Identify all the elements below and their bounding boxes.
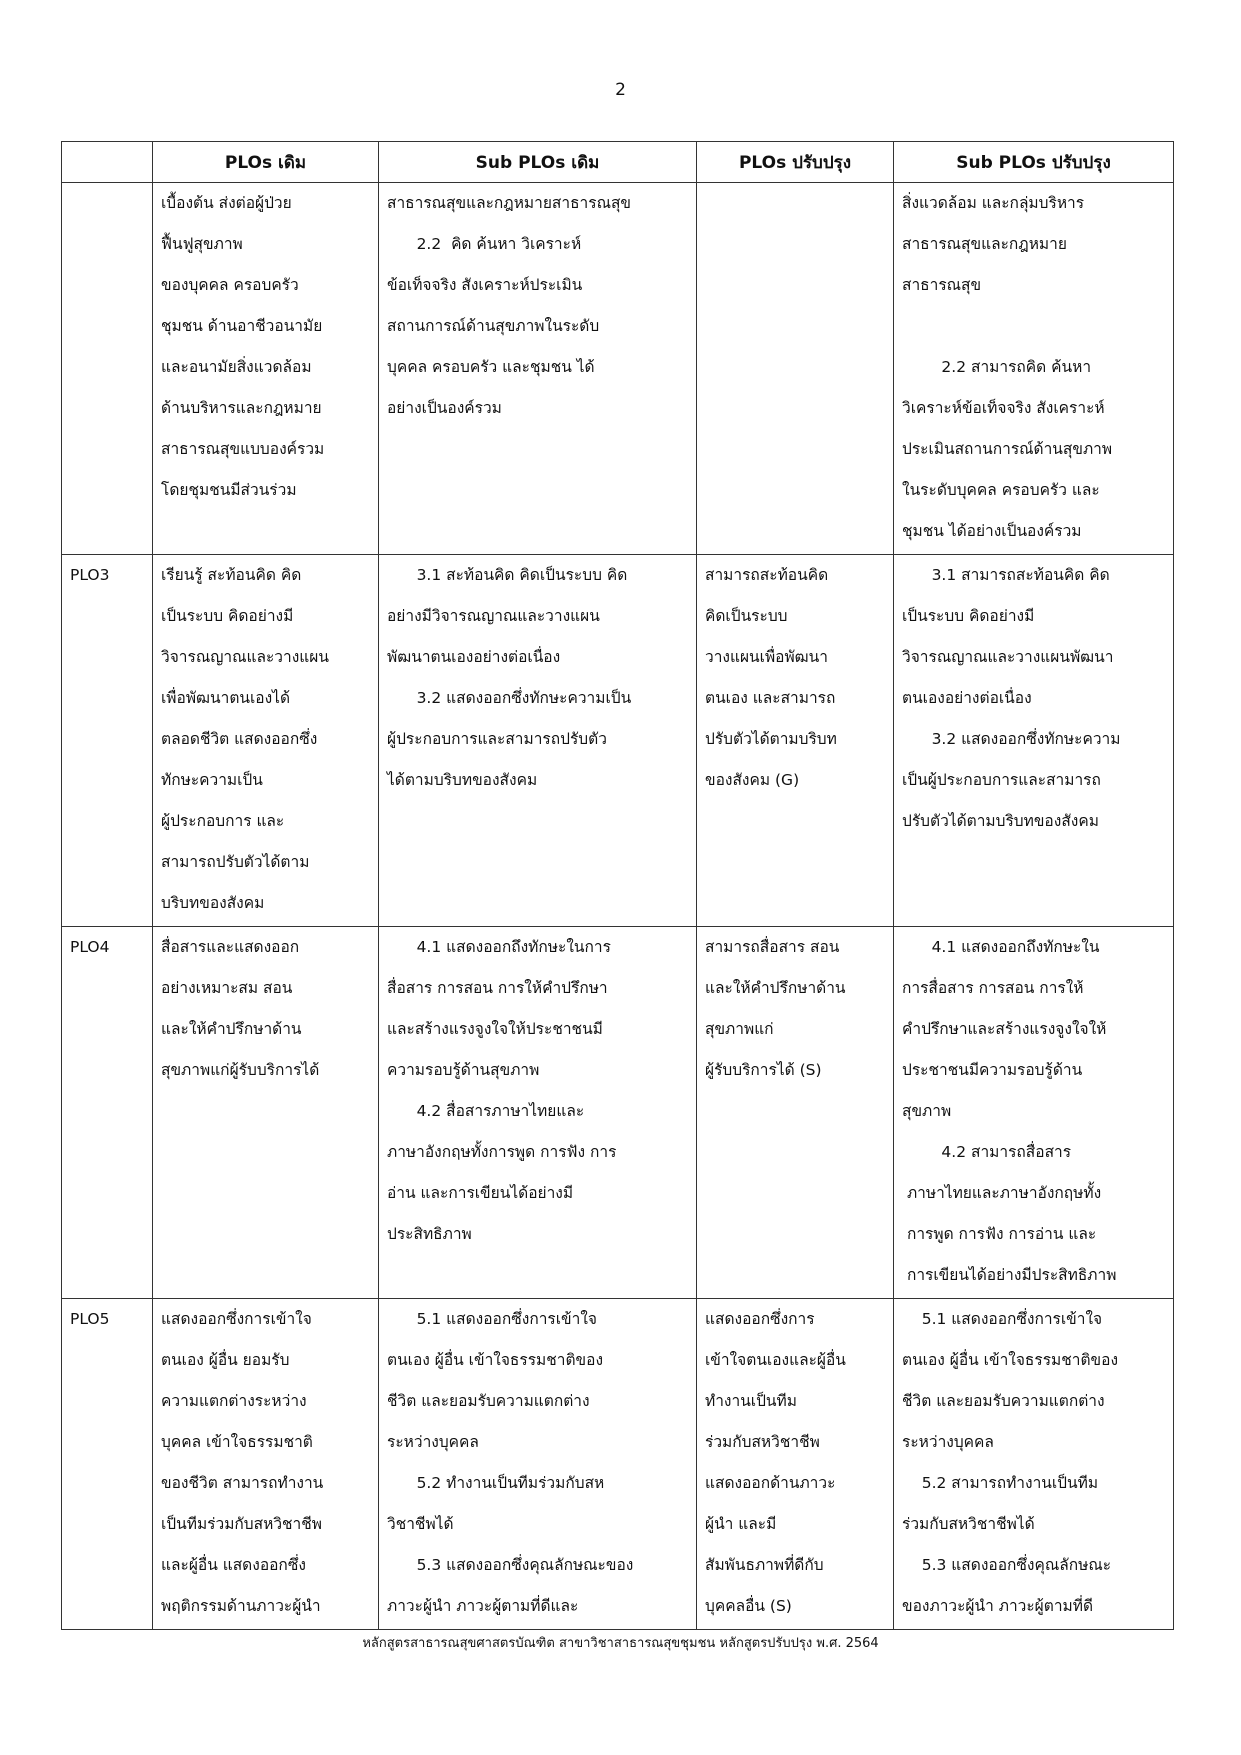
cell-id bbox=[62, 927, 153, 1299]
cell-line: ตนเอง และสามารถ bbox=[705, 689, 836, 707]
cell-line: 3.1 สามารถสะท้อนคิด คิด bbox=[902, 566, 1110, 584]
cell-sub-new bbox=[894, 1299, 1174, 1630]
cell-line: วิจารณญาณและวางแผนพัฒนา bbox=[902, 648, 1114, 666]
cell-line: ข้อเท็จจริง สังเคราะห์ประเมิน bbox=[387, 276, 583, 294]
cell-line: 4.1 แสดงออกถึงทักษะในการ bbox=[387, 938, 611, 956]
cell-line: ภาษาไทยและภาษาอังกฤษทั้ง bbox=[902, 1184, 1102, 1202]
cell-line: เพื่อพัฒนาตนเองได้ bbox=[161, 689, 291, 707]
cell-sub-old bbox=[379, 1299, 697, 1630]
cell-plo-old bbox=[153, 927, 379, 1299]
header-plo-old: PLOs เดิม bbox=[153, 142, 379, 183]
cell-line: สาธารณสุข bbox=[902, 276, 982, 294]
cell-line: ทักษะความเป็น bbox=[161, 771, 263, 789]
cell-line: อย่างเหมาะสม สอน bbox=[161, 979, 293, 997]
cell-line: 3.1 สะท้อนคิด คิดเป็นระบบ คิด bbox=[387, 566, 628, 584]
cell-line: สุขภาพแก่ผู้รับบริการได้ bbox=[161, 1061, 320, 1079]
cell-plo-new bbox=[697, 1299, 894, 1630]
cell-line: แสดงออกด้านภาวะ bbox=[705, 1474, 836, 1492]
table-row bbox=[62, 555, 1174, 927]
cell-line: ตนเอง ผู้อื่น ยอมรับ bbox=[161, 1351, 290, 1369]
cell-line: ชีวิต และยอมรับความแตกต่าง bbox=[387, 1392, 590, 1410]
cell-line: บุคคล เข้าใจธรรมชาติ bbox=[161, 1433, 313, 1451]
cell-line: ตนเองอย่างต่อเนื่อง bbox=[902, 689, 1032, 707]
cell-line: สามารถสะท้อนคิด bbox=[705, 566, 829, 584]
cell-line: วางแผนเพื่อพัฒนา bbox=[705, 648, 828, 666]
cell-plo-new bbox=[697, 927, 894, 1299]
page-number: 2 bbox=[615, 80, 626, 100]
cell-line: ในระดับบุคคล ครอบครัว และ bbox=[902, 481, 1100, 499]
cell-line: สาธารณสุขแบบองค์รวม bbox=[161, 440, 325, 458]
cell-line: คำปรึกษาและสร้างแรงจูงใจให้ bbox=[902, 1020, 1107, 1038]
cell-line: และให้คำปรึกษาด้าน bbox=[161, 1020, 302, 1038]
cell-line: การสื่อสาร การสอน การให้ bbox=[902, 979, 1084, 997]
cell-line: บริบทของสังคม bbox=[161, 894, 265, 912]
cell-line: การเขียนได้อย่างมีประสิทธิภาพ bbox=[902, 1266, 1117, 1284]
cell-line: 5.3 แสดงออกซึ่งคุณลักษณะ bbox=[902, 1556, 1112, 1574]
cell-sub-old bbox=[379, 927, 697, 1299]
cell-line: ปรับตัวได้ตามบริบทของสังคม bbox=[902, 812, 1099, 830]
cell-plo-new bbox=[697, 555, 894, 927]
cell-line: เบื้องต้น ส่งต่อผู้ป่วย bbox=[161, 194, 292, 212]
cell-line: เรียนรู้ สะท้อนคิด คิด bbox=[161, 566, 302, 584]
cell-line: เข้าใจตนเองและผู้อื่น bbox=[705, 1351, 846, 1369]
cell-line: 5.2 สามารถทำงานเป็นทีม bbox=[902, 1474, 1099, 1492]
cell-line: ของสังคม (G) bbox=[705, 771, 800, 789]
cell-line: ตนเอง ผู้อื่น เข้าใจธรรมชาติของ bbox=[902, 1351, 1119, 1369]
cell-sub-old bbox=[379, 555, 697, 927]
cell-sub-new bbox=[894, 927, 1174, 1299]
table-row bbox=[62, 1299, 1174, 1630]
row-id: PLO5 bbox=[70, 1310, 110, 1328]
cell-line: 5.3 แสดงออกซึ่งคุณลักษณะของ bbox=[387, 1556, 634, 1574]
cell-line: ประเมินสถานการณ์ด้านสุขภาพ bbox=[902, 440, 1113, 458]
cell-line: โดยชุมชนมีส่วนร่วม bbox=[161, 481, 297, 499]
cell-line: พฤติกรรมด้านภาวะผู้นำ bbox=[161, 1597, 321, 1615]
cell-line: ภาวะผู้นำ ภาวะผู้ตามที่ดีและ bbox=[387, 1597, 579, 1615]
cell-line: และให้คำปรึกษาด้าน bbox=[705, 979, 846, 997]
cell-plo-old bbox=[153, 555, 379, 927]
table-row bbox=[62, 927, 1174, 1299]
cell-line: เป็นผู้ประกอบการและสามารถ bbox=[902, 771, 1101, 789]
cell-line: ผู้รับบริการได้ (S) bbox=[705, 1061, 822, 1079]
cell-line: สามารถปรับตัวได้ตาม bbox=[161, 853, 310, 871]
cell-line: เป็นระบบ คิดอย่างมี bbox=[161, 607, 294, 625]
cell-id bbox=[62, 183, 153, 555]
cell-line: 5.1 แสดงออกซึ่งการเข้าใจ bbox=[387, 1310, 597, 1328]
cell-line: สื่อสารและแสดงออก bbox=[161, 938, 300, 956]
cell-line: สัมพันธภาพที่ดีกับ bbox=[705, 1556, 824, 1574]
cell-line: ของชีวิต สามารถทำงาน bbox=[161, 1474, 324, 1492]
cell-line: 3.2 แสดงออกซึ่งทักษะความ bbox=[902, 730, 1121, 748]
cell-line: ได้ตามบริบทของสังคม bbox=[387, 771, 538, 789]
cell-line: วิเคราะห์ข้อเท็จจริง สังเคราะห์ bbox=[902, 399, 1105, 417]
cell-sub-new bbox=[894, 555, 1174, 927]
cell-line: ของบุคคล ครอบครัว bbox=[161, 276, 299, 294]
cell-line: บุคคล ครอบครัว และชุมชน ได้ bbox=[387, 358, 595, 376]
cell-line: สิ่งแวดล้อม และกลุ่มบริหาร bbox=[902, 194, 1085, 212]
cell-plo-old bbox=[153, 1299, 379, 1630]
cell-line: คิดเป็นระบบ bbox=[705, 607, 788, 625]
cell-line: ของภาวะผู้นำ ภาวะผู้ตามที่ดี bbox=[902, 1597, 1094, 1615]
cell-line: ผู้ประกอบการ และ bbox=[161, 812, 285, 830]
cell-line: สามารถสื่อสาร สอน bbox=[705, 938, 840, 956]
cell-line: ประชาชนมีความรอบรู้ด้าน bbox=[902, 1061, 1083, 1079]
cell-line: 3.2 แสดงออกซึ่งทักษะความเป็น bbox=[387, 689, 632, 707]
table-body bbox=[62, 183, 1174, 1630]
cell-line: ชุมชน ได้อย่างเป็นองค์รวม bbox=[902, 522, 1082, 540]
cell-line: วิจารณญาณและวางแผน bbox=[161, 648, 329, 666]
cell-sub-old bbox=[379, 183, 697, 555]
cell-line: สุขภาพ bbox=[902, 1102, 952, 1120]
cell-line: และผู้อื่น แสดงออกซึ่ง bbox=[161, 1556, 306, 1574]
cell-line: ผู้ประกอบการและสามารถปรับตัว bbox=[387, 730, 607, 748]
cell-line: ตนเอง ผู้อื่น เข้าใจธรรมชาติของ bbox=[387, 1351, 604, 1369]
cell-line: ปรับตัวได้ตามบริบท bbox=[705, 730, 837, 748]
header-plo-new: PLOs ปรับปรุง bbox=[697, 142, 894, 183]
cell-line: ตลอดชีวิต แสดงออกซึ่ง bbox=[161, 730, 318, 748]
cell-line: ความรอบรู้ด้านสุขภาพ bbox=[387, 1061, 540, 1079]
cell-line: ฟื้นฟูสุขภาพ bbox=[161, 235, 243, 253]
cell-line: ชีวิต และยอมรับความแตกต่าง bbox=[902, 1392, 1105, 1410]
cell-line: 4.1 แสดงออกถึงทักษะใน bbox=[902, 938, 1100, 956]
cell-line: ระหว่างบุคคล bbox=[902, 1433, 994, 1451]
row-id: PLO3 bbox=[70, 566, 110, 584]
table-header-row bbox=[62, 142, 1174, 183]
cell-line: 5.1 แสดงออกซึ่งการเข้าใจ bbox=[902, 1310, 1103, 1328]
cell-line: พัฒนาตนเองอย่างต่อเนื่อง bbox=[387, 648, 561, 666]
cell-line: ความแตกต่างระหว่าง bbox=[161, 1392, 307, 1410]
row-id: PLO4 bbox=[70, 938, 110, 956]
cell-line: เป็นระบบ คิดอย่างมี bbox=[902, 607, 1035, 625]
cell-plo-old bbox=[153, 183, 379, 555]
page-footer: หลักสูตรสาธารณสุขศาสตรบัณฑิต สาขาวิชาสาธารณสุขชุมชน หลักสูตรปรับปรุง พ.ศ. 2564 bbox=[362, 1636, 879, 1651]
cell-line: 4.2 สามารถสื่อสาร bbox=[902, 1143, 1072, 1161]
header-sub-plo-old: Sub PLOs เดิม bbox=[379, 142, 697, 183]
cell-line: ชุมชน ด้านอาชีวอนามัย bbox=[161, 317, 323, 335]
cell-id bbox=[62, 555, 153, 927]
cell-line: วิชาชีพได้ bbox=[387, 1515, 454, 1533]
cell-line: สาธารณสุขและกฎหมายสาธารณสุข bbox=[387, 194, 632, 212]
cell-line: 2.2 คิด ค้นหา วิเคราะห์ bbox=[387, 235, 582, 253]
cell-plo-new bbox=[697, 183, 894, 555]
cell-line: 2.2 สามารถคิด ค้นหา bbox=[902, 358, 1092, 376]
cell-line: บุคคลอื่น (S) bbox=[705, 1597, 792, 1615]
cell-line: ด้านบริหารและกฎหมาย bbox=[161, 399, 322, 417]
cell-id bbox=[62, 1299, 153, 1630]
cell-sub-new bbox=[894, 183, 1174, 555]
header-id bbox=[62, 142, 153, 183]
cell-line: 4.2 สื่อสารภาษาไทยและ bbox=[387, 1102, 585, 1120]
cell-line: อย่างมีวิจารณญาณและวางแผน bbox=[387, 607, 600, 625]
table-row bbox=[62, 183, 1174, 555]
cell-line: ผู้นำ และมี bbox=[705, 1515, 777, 1533]
cell-line: เป็นทีมร่วมกับสหวิชาชีพ bbox=[161, 1515, 322, 1533]
cell-line: สาธารณสุขและกฎหมาย bbox=[902, 235, 1067, 253]
cell-line bbox=[902, 306, 1167, 347]
cell-line: ร่วมกับสหวิชาชีพ bbox=[705, 1433, 820, 1451]
cell-line: แสดงออกซึ่งการเข้าใจ bbox=[161, 1310, 312, 1328]
cell-line: แสดงออกซึ่งการ bbox=[705, 1310, 815, 1328]
cell-line: สถานการณ์ด้านสุขภาพในระดับ bbox=[387, 317, 600, 335]
cell-line: อ่าน และการเขียนได้อย่างมี bbox=[387, 1184, 574, 1202]
cell-line: ระหว่างบุคคล bbox=[387, 1433, 479, 1451]
cell-line: 5.2 ทำงานเป็นทีมร่วมกับสห bbox=[387, 1474, 605, 1492]
cell-line: ภาษาอังกฤษทั้งการพูด การฟัง การ bbox=[387, 1143, 617, 1161]
cell-line: สื่อสาร การสอน การให้คำปรึกษา bbox=[387, 979, 608, 997]
cell-line: การพูด การฟัง การอ่าน และ bbox=[902, 1225, 1097, 1243]
header-sub-plo-new: Sub PLOs ปรับปรุง bbox=[894, 142, 1174, 183]
cell-line: อย่างเป็นองค์รวม bbox=[387, 399, 502, 417]
plo-comparison-table bbox=[61, 141, 1174, 1630]
cell-line: สุขภาพแก่ bbox=[705, 1020, 774, 1038]
cell-line: ร่วมกับสหวิชาชีพได้ bbox=[902, 1515, 1035, 1533]
cell-line: และสร้างแรงจูงใจให้ประชาชนมี bbox=[387, 1020, 603, 1038]
cell-line: และอนามัยสิ่งแวดล้อม bbox=[161, 358, 312, 376]
cell-line: ทำงานเป็นทีม bbox=[705, 1392, 797, 1410]
cell-line: ประสิทธิภาพ bbox=[387, 1225, 472, 1243]
